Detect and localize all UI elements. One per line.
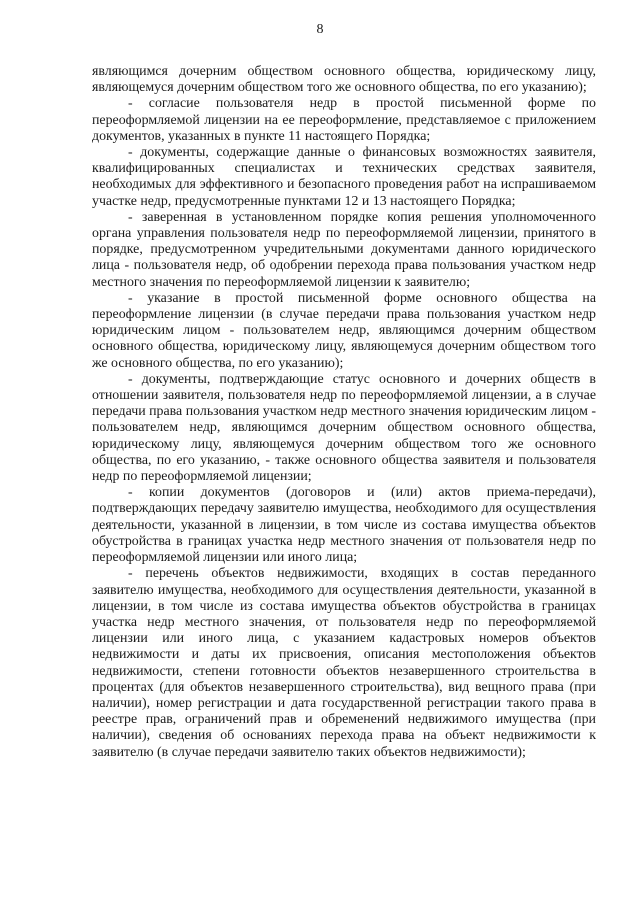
paragraph-financial-documents: - документы, содержащие данные о финансовых возможностях заявителя, квалифицированных специалистах и технических средствах заявителя, необходимых для эффективного и безопасного проведения работ на испрашиваемом участке недр, предусмотренные пунктами 12 и 13 настоящего Порядка;	[92, 145, 596, 209]
paragraph-continuation: являющимся дочерним обществом основного общества, юридическому лицу, являющемуся дочерним обществом того же основного общества, по его указанию);	[92, 64, 596, 96]
paragraph-transfer-documents-copies: - копии документов (договоров и (или) актов приема-передачи), подтверждающих передачу заявителю имущества, необходимого для осуществления деятельности, указанной в лицензии, в том числе из состава имущества объектов обустройства в границах участка недр местного значения от пользователя недр по переоформляемой лицензии или иного лица;	[92, 485, 596, 566]
page-number: 8	[316, 22, 324, 37]
paragraph-consent-subsoil-user: - согласие пользователя недр в простой письменной форме по переоформляемой лицензии на ее переоформление, представляемое с приложением документов, указанных в пункте 11 настоящего Порядка;	[92, 96, 596, 144]
paragraph-certified-decision-copy: - заверенная в установленном порядке копия решения уполномоченного органа управления пользователя недр по переоформляемой лицензии, принятого в порядке, предусмотренном учредительными документами данного юридического лица - пользователя недр, об одобрении перехода права пользования участком недр местного значения по переоформляемой лицензии к заявителю;	[92, 209, 596, 290]
paragraph-company-status-documents: - документы, подтверждающие статус основного и дочерних обществ в отношении заявителя, пользователя недр по переоформляемой лицензии, а в случае передачи права пользования участком недр местного значения юридическим лицом - пользователем недр, являющимся дочерним обществом основного общества, юридическому лицу, являющемуся дочерним обществом того же основного общества, по его указанию, - также основного общества заявителя и пользователя недр по переоформляемой лицензии;	[92, 371, 596, 485]
document-body	[92, 64, 596, 761]
paragraph-real-estate-list: - перечень объектов недвижимости, входящих в состав переданного заявителю имущества, необходимого для осуществления деятельности, указанной в лицензии, в том числе из состава имущества объектов обустройства в границах участка недр местного значения, от пользователя недр по переоформляемой лицензии или иного лица, с указанием кадастровых номеров объектов недвижимости и даты их присвоения, описания местоположения объектов недвижимости, степени готовности объектов незавершенного строительства в процентах (для объектов незавершенного строительства), вид вещного права (при наличии), номер регистрации и дата государственной регистрации такого права в реестре прав, ограничений прав и обременений недвижимого имущества (при наличии), сведения об основаниях перехода права на объект недвижимости к заявителю (в случае передачи заявителю таких объектов недвижимости);	[92, 566, 596, 760]
paragraph-parent-company-instruction: - указание в простой письменной форме основного общества на переоформление лицензии (в случае передачи права пользования участком недр юридическим лицом - пользователем недр, являющимся дочерним обществом основного общества, юридическому лицу, являющемуся дочерним обществом того же основного общества, по его указанию);	[92, 290, 596, 371]
